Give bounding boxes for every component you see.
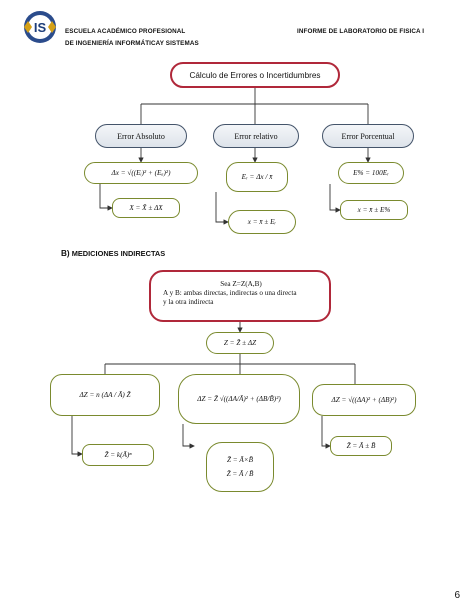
sum-result: Z̄ = Ā ± B̄ — [330, 436, 392, 456]
product-quotient-results — [206, 442, 274, 492]
arrow-middle-result — [183, 424, 194, 446]
arrow-relativo-result — [216, 192, 228, 222]
school-name-line1: ESCUELA ACADÉMICO PROFESIONAL — [65, 28, 186, 35]
sum-difference-formula: ΔZ = √((ΔA)² + (ΔB)²) — [312, 384, 416, 416]
report-title: INFORME DE LABORATORIO DE FISICA I — [297, 28, 425, 35]
product-power-formula: ΔZ = n (ΔA / Ā) Z̄ — [50, 374, 160, 416]
product-quotient-formula: ΔZ = Z̄ √((ΔA/Ā)² + (ΔB/B̄)²) — [178, 374, 300, 424]
absolute-error-formula: Δx = √((Eᵢ)² + (Eₐ)²) — [84, 162, 198, 184]
connector-title-categories — [141, 88, 368, 124]
power-result: Z̄ = k(Ā)ⁿ — [82, 444, 154, 466]
definition-line3: y la otra indirecta — [163, 298, 214, 306]
arrow-right-result — [322, 416, 330, 446]
percentage-error-box: Error Porcentual — [322, 124, 414, 148]
definition-line1: Sea Z=Z(A,B) — [220, 280, 262, 288]
relative-error-box: Error relativo — [213, 124, 299, 148]
relative-error-formula: Eᵣ = Δx / x̄ — [226, 162, 288, 192]
quotient-result: Z̄ = Ā / B̄ — [226, 470, 254, 478]
arrow-porcentual-result — [330, 184, 340, 210]
z-formula-box: Z = Z̄ ± ΔZ — [206, 332, 274, 354]
university-logo — [20, 8, 60, 46]
product-result: Z̄ = Ā×B̄ — [226, 456, 254, 464]
section-b-letter: B) — [61, 249, 70, 258]
percentage-error-formula: E% = 100Eᵣ — [338, 162, 404, 184]
percentage-error-result: x = x̄ ± E% — [340, 200, 408, 220]
arrow-left-result — [72, 416, 82, 454]
section-b-title: MEDICIONES INDIRECTAS — [71, 249, 166, 258]
section-b-heading — [61, 249, 165, 258]
errors-title-box: Cálculo de Errores o Incertidumbres — [170, 62, 340, 88]
definition-line2: A y B: ambas directas, indirectas o una directa — [163, 289, 297, 297]
arrow-absoluto-result — [100, 184, 112, 208]
absolute-error-box: Error Absoluto — [95, 124, 187, 148]
logo-lettering: IS — [33, 20, 47, 35]
school-name-line2: DE INGENIERÍA INFORMÁTICAY SISTEMAS — [65, 40, 199, 47]
absolute-error-result: X = X̄ ± ΔX — [112, 198, 180, 218]
page-number: 6 — [454, 590, 460, 601]
relative-error-result: x = x̄ ± Eᵣ — [228, 210, 296, 234]
indirect-definition-box — [149, 270, 331, 322]
